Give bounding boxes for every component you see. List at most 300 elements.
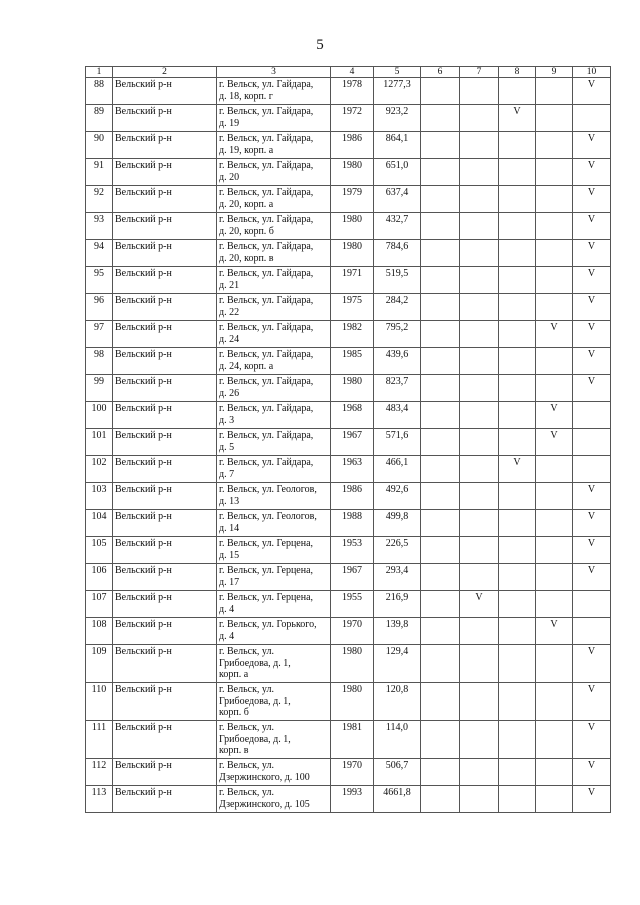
address-line: Дзержинского, д. 105 bbox=[219, 798, 310, 810]
mark-cell-7 bbox=[460, 483, 499, 510]
mark-cell-9 bbox=[536, 721, 573, 759]
table-row bbox=[86, 721, 611, 759]
row-number: 107 bbox=[86, 591, 113, 618]
address-line: д. 20, корп. б bbox=[219, 225, 274, 237]
table-row bbox=[86, 786, 611, 813]
mark-cell-8 bbox=[499, 683, 536, 721]
mark-cell-7 bbox=[460, 294, 499, 321]
year-cell: 1953 bbox=[331, 537, 374, 564]
address-line: д. 4 bbox=[219, 630, 235, 642]
address-cell bbox=[217, 375, 331, 402]
mark-cell-8 bbox=[499, 537, 536, 564]
mark-cell-9 bbox=[536, 645, 573, 683]
table-body bbox=[86, 67, 611, 813]
table-row bbox=[86, 456, 611, 483]
row-number: 111 bbox=[86, 721, 113, 759]
mark-cell-6 bbox=[421, 483, 460, 510]
mark-cell-10: V bbox=[573, 159, 611, 186]
mark-cell-6 bbox=[421, 645, 460, 683]
address-cell bbox=[217, 105, 331, 132]
mark-cell-6 bbox=[421, 348, 460, 375]
mark-cell-10 bbox=[573, 618, 611, 645]
area-cell: 216,9 bbox=[374, 591, 421, 618]
mark-cell-8 bbox=[499, 618, 536, 645]
address-cell bbox=[217, 645, 331, 683]
year-cell: 1968 bbox=[331, 402, 374, 429]
table-row bbox=[86, 348, 611, 375]
mark-cell-9 bbox=[536, 759, 573, 786]
year-cell: 1981 bbox=[331, 721, 374, 759]
housing-registry-table bbox=[85, 66, 611, 813]
mark-cell-8 bbox=[499, 721, 536, 759]
address-cell bbox=[217, 618, 331, 645]
mark-cell-10: V bbox=[573, 375, 611, 402]
mark-cell-8 bbox=[499, 591, 536, 618]
area-cell: 139,8 bbox=[374, 618, 421, 645]
mark-cell-9 bbox=[536, 683, 573, 721]
table-row bbox=[86, 564, 611, 591]
address-line: д. 7 bbox=[219, 468, 235, 480]
mark-cell-7 bbox=[460, 78, 499, 105]
district-cell: Вельский р-н bbox=[113, 321, 217, 348]
table-row bbox=[86, 78, 611, 105]
address-line: г. Вельск, ул. bbox=[219, 722, 274, 733]
table-row bbox=[86, 105, 611, 132]
mark-cell-9 bbox=[536, 267, 573, 294]
district-cell: Вельский р-н bbox=[113, 402, 217, 429]
mark-cell-9: V bbox=[536, 618, 573, 645]
address-line: г. Вельск, ул. Гайдара, bbox=[219, 457, 314, 468]
address-line: Дзержинского, д. 100 bbox=[219, 771, 310, 783]
district-cell: Вельский р-н bbox=[113, 267, 217, 294]
district-cell: Вельский р-н bbox=[113, 483, 217, 510]
address-cell bbox=[217, 510, 331, 537]
row-number: 101 bbox=[86, 429, 113, 456]
year-cell: 1986 bbox=[331, 483, 374, 510]
mark-cell-6 bbox=[421, 510, 460, 537]
address-line: г. Вельск, ул. Геологов, bbox=[219, 511, 317, 522]
address-line: г. Вельск, ул. Гайдара, bbox=[219, 160, 314, 171]
row-number: 96 bbox=[86, 294, 113, 321]
table-row bbox=[86, 510, 611, 537]
mark-cell-6 bbox=[421, 213, 460, 240]
mark-cell-9 bbox=[536, 510, 573, 537]
mark-cell-6 bbox=[421, 618, 460, 645]
table-row bbox=[86, 759, 611, 786]
mark-cell-8 bbox=[499, 402, 536, 429]
area-cell: 637,4 bbox=[374, 186, 421, 213]
year-cell: 1967 bbox=[331, 564, 374, 591]
address-cell bbox=[217, 721, 331, 759]
mark-cell-9 bbox=[536, 348, 573, 375]
year-cell: 1986 bbox=[331, 132, 374, 159]
mark-cell-10: V bbox=[573, 721, 611, 759]
area-cell: 823,7 bbox=[374, 375, 421, 402]
row-number: 94 bbox=[86, 240, 113, 267]
district-cell: Вельский р-н bbox=[113, 683, 217, 721]
year-cell: 1979 bbox=[331, 186, 374, 213]
year-cell: 1970 bbox=[331, 759, 374, 786]
column-header-8: 8 bbox=[499, 67, 536, 78]
year-cell: 1955 bbox=[331, 591, 374, 618]
mark-cell-10: V bbox=[573, 321, 611, 348]
address-line: д. 4 bbox=[219, 603, 235, 615]
address-line: корп. а bbox=[219, 669, 249, 680]
mark-cell-6 bbox=[421, 375, 460, 402]
address-line: г. Вельск, ул. Гайдара, bbox=[219, 295, 314, 306]
address-line: г. Вельск, ул. bbox=[219, 787, 274, 798]
mark-cell-6 bbox=[421, 78, 460, 105]
mark-cell-8 bbox=[499, 159, 536, 186]
mark-cell-10 bbox=[573, 429, 611, 456]
address-line: г. Вельск, ул. bbox=[219, 760, 274, 771]
address-line: г. Вельск, ул. Гайдара, bbox=[219, 79, 314, 90]
district-cell: Вельский р-н bbox=[113, 456, 217, 483]
year-cell: 1970 bbox=[331, 618, 374, 645]
district-cell: Вельский р-н bbox=[113, 510, 217, 537]
table-row bbox=[86, 618, 611, 645]
address-line: г. Вельск, ул. Гайдара, bbox=[219, 268, 314, 279]
mark-cell-7 bbox=[460, 645, 499, 683]
address-cell bbox=[217, 456, 331, 483]
address-line: г. Вельск, ул. Геологов, bbox=[219, 484, 317, 495]
district-cell: Вельский р-н bbox=[113, 786, 217, 813]
row-number: 109 bbox=[86, 645, 113, 683]
year-cell: 1980 bbox=[331, 240, 374, 267]
address-line: г. Вельск, ул. bbox=[219, 646, 274, 657]
row-number: 91 bbox=[86, 159, 113, 186]
mark-cell-6 bbox=[421, 240, 460, 267]
mark-cell-6 bbox=[421, 786, 460, 813]
address-line: д. 13 bbox=[219, 495, 240, 507]
row-number: 89 bbox=[86, 105, 113, 132]
address-line: г. Вельск, ул. Гайдара, bbox=[219, 322, 314, 333]
mark-cell-8 bbox=[499, 564, 536, 591]
district-cell: Вельский р-н bbox=[113, 132, 217, 159]
area-cell: 483,4 bbox=[374, 402, 421, 429]
row-number: 97 bbox=[86, 321, 113, 348]
year-cell: 1980 bbox=[331, 213, 374, 240]
mark-cell-7 bbox=[460, 105, 499, 132]
table-row bbox=[86, 213, 611, 240]
area-cell: 784,6 bbox=[374, 240, 421, 267]
address-line: д. 3 bbox=[219, 414, 235, 426]
mark-cell-6 bbox=[421, 321, 460, 348]
row-number: 98 bbox=[86, 348, 113, 375]
address-line: д. 24, корп. а bbox=[219, 360, 274, 372]
row-number: 92 bbox=[86, 186, 113, 213]
mark-cell-10: V bbox=[573, 759, 611, 786]
mark-cell-10: V bbox=[573, 186, 611, 213]
mark-cell-8 bbox=[499, 429, 536, 456]
mark-cell-6 bbox=[421, 759, 460, 786]
address-cell bbox=[217, 683, 331, 721]
mark-cell-10: V bbox=[573, 267, 611, 294]
table-row bbox=[86, 321, 611, 348]
address-cell bbox=[217, 537, 331, 564]
row-number: 112 bbox=[86, 759, 113, 786]
mark-cell-8 bbox=[499, 321, 536, 348]
mark-cell-10: V bbox=[573, 294, 611, 321]
address-line: г. Вельск, ул. Гайдара, bbox=[219, 241, 314, 252]
mark-cell-6 bbox=[421, 429, 460, 456]
year-cell: 1993 bbox=[331, 786, 374, 813]
area-cell: 864,1 bbox=[374, 132, 421, 159]
table-row bbox=[86, 375, 611, 402]
year-cell: 1972 bbox=[331, 105, 374, 132]
address-cell bbox=[217, 402, 331, 429]
table-row bbox=[86, 591, 611, 618]
area-cell: 506,7 bbox=[374, 759, 421, 786]
mark-cell-7 bbox=[460, 132, 499, 159]
table-row bbox=[86, 159, 611, 186]
row-number: 106 bbox=[86, 564, 113, 591]
mark-cell-7 bbox=[460, 348, 499, 375]
mark-cell-7 bbox=[460, 786, 499, 813]
year-cell: 1988 bbox=[331, 510, 374, 537]
row-number: 90 bbox=[86, 132, 113, 159]
column-header-2: 2 bbox=[113, 67, 217, 78]
area-cell: 120,8 bbox=[374, 683, 421, 721]
mark-cell-8 bbox=[499, 375, 536, 402]
mark-cell-8 bbox=[499, 645, 536, 683]
area-cell: 284,2 bbox=[374, 294, 421, 321]
row-number: 88 bbox=[86, 78, 113, 105]
address-line: г. Вельск, ул. Гайдара, bbox=[219, 376, 314, 387]
mark-cell-7 bbox=[460, 159, 499, 186]
table-row bbox=[86, 429, 611, 456]
district-cell: Вельский р-н bbox=[113, 721, 217, 759]
year-cell: 1985 bbox=[331, 348, 374, 375]
mark-cell-6 bbox=[421, 564, 460, 591]
address-cell bbox=[217, 267, 331, 294]
area-cell: 129,4 bbox=[374, 645, 421, 683]
table-row bbox=[86, 645, 611, 683]
mark-cell-6 bbox=[421, 591, 460, 618]
year-cell: 1980 bbox=[331, 159, 374, 186]
column-header-9: 9 bbox=[536, 67, 573, 78]
row-number: 95 bbox=[86, 267, 113, 294]
year-cell: 1982 bbox=[331, 321, 374, 348]
mark-cell-8 bbox=[499, 186, 536, 213]
address-line: г. Вельск, ул. Герцена, bbox=[219, 538, 314, 549]
row-number: 110 bbox=[86, 683, 113, 721]
mark-cell-8 bbox=[499, 759, 536, 786]
mark-cell-7 bbox=[460, 321, 499, 348]
table-row bbox=[86, 483, 611, 510]
address-line: д. 14 bbox=[219, 522, 240, 534]
mark-cell-9 bbox=[536, 375, 573, 402]
address-line: д. 22 bbox=[219, 306, 240, 318]
district-cell: Вельский р-н bbox=[113, 429, 217, 456]
mark-cell-9 bbox=[536, 294, 573, 321]
table-row bbox=[86, 402, 611, 429]
address-cell bbox=[217, 591, 331, 618]
mark-cell-7 bbox=[460, 721, 499, 759]
mark-cell-9 bbox=[536, 105, 573, 132]
mark-cell-7 bbox=[460, 186, 499, 213]
row-number: 102 bbox=[86, 456, 113, 483]
row-number: 104 bbox=[86, 510, 113, 537]
mark-cell-7 bbox=[460, 759, 499, 786]
address-cell bbox=[217, 78, 331, 105]
mark-cell-8 bbox=[499, 78, 536, 105]
column-header-3: 3 bbox=[217, 67, 331, 78]
mark-cell-7 bbox=[460, 510, 499, 537]
mark-cell-9 bbox=[536, 786, 573, 813]
mark-cell-10: V bbox=[573, 786, 611, 813]
table-row bbox=[86, 267, 611, 294]
mark-cell-8 bbox=[499, 132, 536, 159]
address-line: Грибоедова, д. 1, bbox=[219, 695, 291, 707]
address-cell bbox=[217, 240, 331, 267]
district-cell: Вельский р-н bbox=[113, 105, 217, 132]
address-line: г. Вельск, ул. Гайдара, bbox=[219, 106, 314, 117]
mark-cell-10: V bbox=[573, 78, 611, 105]
mark-cell-8 bbox=[499, 786, 536, 813]
year-cell: 1980 bbox=[331, 375, 374, 402]
address-line: г. Вельск, ул. Гайдара, bbox=[219, 349, 314, 360]
year-cell: 1978 bbox=[331, 78, 374, 105]
mark-cell-10: V bbox=[573, 564, 611, 591]
address-cell bbox=[217, 321, 331, 348]
area-cell: 439,6 bbox=[374, 348, 421, 375]
address-line: г. Вельск, ул. Гайдара, bbox=[219, 403, 314, 414]
district-cell: Вельский р-н bbox=[113, 375, 217, 402]
address-line: г. Вельск, ул. Горького, bbox=[219, 619, 317, 630]
row-number: 105 bbox=[86, 537, 113, 564]
area-cell: 293,4 bbox=[374, 564, 421, 591]
address-line: д. 24 bbox=[219, 333, 240, 345]
column-number-row bbox=[86, 67, 611, 78]
mark-cell-10 bbox=[573, 456, 611, 483]
address-line: д. 5 bbox=[219, 441, 235, 453]
address-cell bbox=[217, 213, 331, 240]
area-cell: 571,6 bbox=[374, 429, 421, 456]
mark-cell-10 bbox=[573, 591, 611, 618]
column-header-7: 7 bbox=[460, 67, 499, 78]
district-cell: Вельский р-н bbox=[113, 591, 217, 618]
year-cell: 1971 bbox=[331, 267, 374, 294]
address-line: д. 21 bbox=[219, 279, 240, 291]
mark-cell-9 bbox=[536, 159, 573, 186]
row-number: 103 bbox=[86, 483, 113, 510]
row-number: 113 bbox=[86, 786, 113, 813]
row-number: 108 bbox=[86, 618, 113, 645]
mark-cell-10: V bbox=[573, 348, 611, 375]
table-row bbox=[86, 132, 611, 159]
column-header-1: 1 bbox=[86, 67, 113, 78]
area-cell: 492,6 bbox=[374, 483, 421, 510]
area-cell: 923,2 bbox=[374, 105, 421, 132]
table-row bbox=[86, 240, 611, 267]
mark-cell-7 bbox=[460, 267, 499, 294]
column-header-10: 10 bbox=[573, 67, 611, 78]
mark-cell-9 bbox=[536, 132, 573, 159]
mark-cell-10: V bbox=[573, 537, 611, 564]
mark-cell-7 bbox=[460, 456, 499, 483]
year-cell: 1963 bbox=[331, 456, 374, 483]
column-header-5: 5 bbox=[374, 67, 421, 78]
address-cell bbox=[217, 159, 331, 186]
address-line: г. Вельск, ул. Гайдара, bbox=[219, 187, 314, 198]
mark-cell-6 bbox=[421, 537, 460, 564]
mark-cell-10: V bbox=[573, 645, 611, 683]
year-cell: 1967 bbox=[331, 429, 374, 456]
mark-cell-7 bbox=[460, 375, 499, 402]
address-cell bbox=[217, 132, 331, 159]
address-cell bbox=[217, 429, 331, 456]
address-cell bbox=[217, 786, 331, 813]
mark-cell-7: V bbox=[460, 591, 499, 618]
address-cell bbox=[217, 483, 331, 510]
address-line: г. Вельск, ул. Герцена, bbox=[219, 592, 314, 603]
area-cell: 466,1 bbox=[374, 456, 421, 483]
mark-cell-10: V bbox=[573, 510, 611, 537]
address-line: г. Вельск, ул. Гайдара, bbox=[219, 214, 314, 225]
page-number: 5 bbox=[316, 37, 324, 53]
mark-cell-6 bbox=[421, 456, 460, 483]
table-row bbox=[86, 186, 611, 213]
year-cell: 1980 bbox=[331, 683, 374, 721]
address-line: д. 18, корп. г bbox=[219, 90, 273, 102]
mark-cell-10: V bbox=[573, 213, 611, 240]
mark-cell-7 bbox=[460, 683, 499, 721]
mark-cell-7 bbox=[460, 564, 499, 591]
mark-cell-10 bbox=[573, 105, 611, 132]
address-cell bbox=[217, 564, 331, 591]
address-line: г. Вельск, ул. Герцена, bbox=[219, 565, 314, 576]
mark-cell-6 bbox=[421, 267, 460, 294]
mark-cell-7 bbox=[460, 213, 499, 240]
area-cell: 651,0 bbox=[374, 159, 421, 186]
mark-cell-9: V bbox=[536, 402, 573, 429]
area-cell: 114,0 bbox=[374, 721, 421, 759]
mark-cell-9 bbox=[536, 213, 573, 240]
mark-cell-9 bbox=[536, 537, 573, 564]
mark-cell-6 bbox=[421, 294, 460, 321]
mark-cell-9 bbox=[536, 186, 573, 213]
table-row bbox=[86, 537, 611, 564]
mark-cell-9: V bbox=[536, 429, 573, 456]
area-cell: 4661,8 bbox=[374, 786, 421, 813]
address-line: корп. в bbox=[219, 745, 249, 756]
mark-cell-6 bbox=[421, 721, 460, 759]
mark-cell-9 bbox=[536, 78, 573, 105]
address-line: г. Вельск, ул. Гайдара, bbox=[219, 133, 314, 144]
address-line: д. 19, корп. а bbox=[219, 144, 274, 156]
mark-cell-8 bbox=[499, 510, 536, 537]
mark-cell-9 bbox=[536, 240, 573, 267]
address-line: корп. б bbox=[219, 707, 249, 718]
mark-cell-9: V bbox=[536, 321, 573, 348]
district-cell: Вельский р-н bbox=[113, 645, 217, 683]
mark-cell-8 bbox=[499, 267, 536, 294]
address-line: д. 15 bbox=[219, 549, 240, 561]
table-row bbox=[86, 683, 611, 721]
area-cell: 795,2 bbox=[374, 321, 421, 348]
address-cell bbox=[217, 759, 331, 786]
district-cell: Вельский р-н bbox=[113, 759, 217, 786]
mark-cell-10: V bbox=[573, 240, 611, 267]
district-cell: Вельский р-н bbox=[113, 537, 217, 564]
mark-cell-6 bbox=[421, 132, 460, 159]
mark-cell-8: V bbox=[499, 105, 536, 132]
year-cell: 1975 bbox=[331, 294, 374, 321]
district-cell: Вельский р-н bbox=[113, 213, 217, 240]
mark-cell-9 bbox=[536, 564, 573, 591]
mark-cell-7 bbox=[460, 402, 499, 429]
